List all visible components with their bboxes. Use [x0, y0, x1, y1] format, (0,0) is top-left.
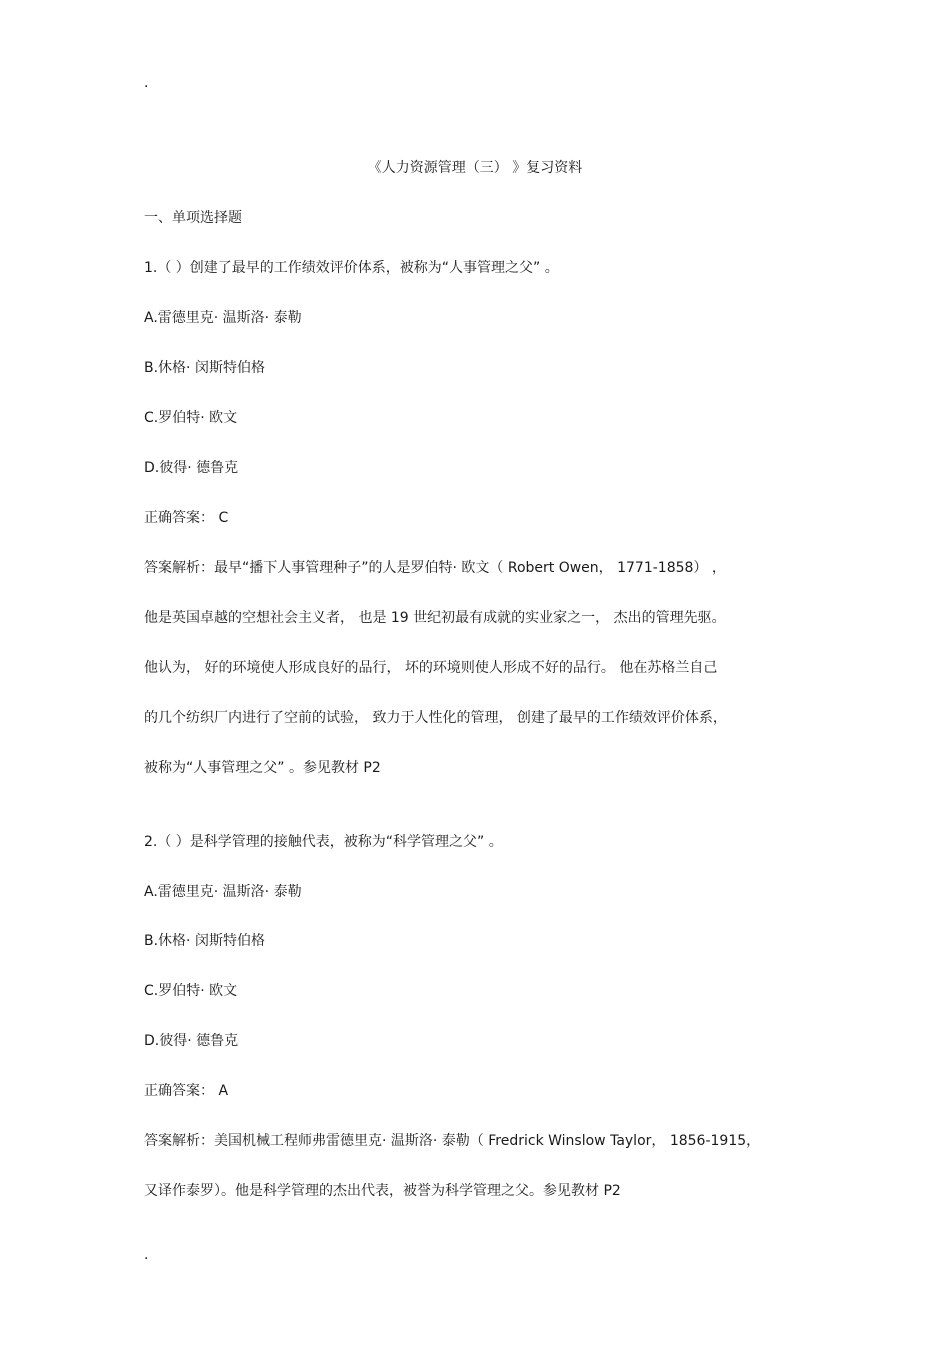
correct-answer: 正确答案： C: [144, 510, 229, 526]
question-option: D.彼得· 德鲁克: [144, 460, 239, 476]
question-option: B.休格· 闵斯特伯格: [144, 933, 265, 949]
question-option: D.彼得· 德鲁克: [144, 1033, 239, 1049]
question-stem: 2.（ ）是科学管理的接触代表，被称为“科学管理之父” 。: [144, 834, 503, 850]
document-title: 《人力资源管理（三） 》复习资料: [367, 160, 583, 176]
question-option: C.罗伯特· 欧文: [144, 983, 238, 999]
question-option: A.雷德里克· 温斯洛· 泰勒: [144, 310, 302, 326]
question-option: A.雷德里克· 温斯洛· 泰勒: [144, 884, 302, 900]
section-heading: 一、单项选择题: [144, 210, 242, 226]
question-stem: 1.（ ）创建了最早的工作绩效评价体系，被称为“人事管理之父” 。: [144, 260, 559, 276]
explanation-line: 又译作泰罗）。他是科学管理的杰出代表，被誉为科学管理之父。参见教材 P2: [144, 1183, 621, 1199]
explanation-line: 答案解析：美国机械工程师弗雷德里克· 温斯洛· 泰勒（ Fredrick Winslow Taylor， 1856-1915，: [144, 1133, 761, 1149]
header-mark: .: [144, 75, 149, 91]
explanation-line: 答案解析：最早“播下人事管理种子”的人是罗伯特· 欧文（ Robert Owen， 1771-1858） ，: [144, 560, 726, 576]
correct-answer: 正确答案： A: [144, 1083, 229, 1099]
explanation-line: 他认为， 好的环境使人形成良好的品行， 坏的环境则使人形成不好的品行。 他在苏格兰自己: [144, 660, 718, 676]
explanation-line: 被称为“人事管理之父” 。参见教材 P2: [144, 760, 381, 776]
question-option: B.休格· 闵斯特伯格: [144, 360, 265, 376]
footer-mark: .: [144, 1247, 149, 1263]
explanation-line: 他是英国卓越的空想社会主义者， 也是 19 世纪初最有成就的实业家之一， 杰出的管理先驱。: [144, 610, 726, 626]
question-option: C.罗伯特· 欧文: [144, 410, 238, 426]
explanation-line: 的几个纺织厂内进行了空前的试验， 致力于人性化的管理， 创建了最早的工作绩效评价体系，: [144, 710, 727, 726]
